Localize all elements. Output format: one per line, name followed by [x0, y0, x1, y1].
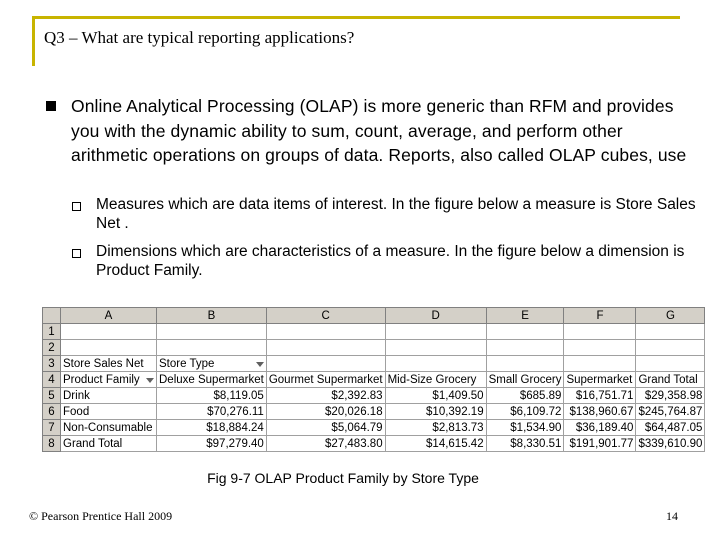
cell[interactable]: [385, 324, 486, 340]
table-row: [43, 356, 705, 372]
cell[interactable]: [61, 324, 157, 340]
table-row: [43, 388, 705, 404]
cell[interactable]: [61, 340, 157, 356]
value-cell[interactable]: $5,064.79: [266, 420, 385, 436]
slide-title: Q3 – What are typical reporting applications?: [44, 28, 355, 47]
cell[interactable]: [385, 340, 486, 356]
family-cell[interactable]: Food: [61, 404, 157, 420]
value-cell[interactable]: $2,813.73: [385, 420, 486, 436]
value-cell[interactable]: $6,109.72: [486, 404, 564, 420]
bullet-square-icon: [46, 101, 56, 111]
table-row: [43, 420, 705, 436]
cell[interactable]: [636, 324, 705, 340]
table-row: [43, 324, 705, 340]
store-type-header-cell[interactable]: Grand Total: [636, 372, 705, 388]
dropdown-arrow-icon[interactable]: [146, 378, 154, 383]
table-row: [43, 340, 705, 356]
column-header-d[interactable]: D: [385, 308, 486, 324]
value-cell[interactable]: $27,483.80: [266, 436, 385, 452]
value-cell[interactable]: $339,610.90: [636, 436, 705, 452]
value-cell[interactable]: $2,392.83: [266, 388, 385, 404]
store-type-label: Store Type: [159, 357, 215, 370]
store-type-field-cell[interactable]: [157, 356, 267, 372]
product-family-label: Product Family: [63, 373, 140, 386]
cell[interactable]: [157, 324, 267, 340]
column-header-e[interactable]: E: [486, 308, 564, 324]
row-header-2[interactable]: 2: [43, 340, 61, 356]
store-type-header-cell[interactable]: Deluxe Supermarket: [157, 372, 267, 388]
family-cell[interactable]: Grand Total: [61, 436, 157, 452]
row-header-8[interactable]: 8: [43, 436, 61, 452]
value-cell[interactable]: $18,884.24: [157, 420, 267, 436]
column-header-g[interactable]: G: [636, 308, 705, 324]
family-cell[interactable]: Drink: [61, 388, 157, 404]
value-cell[interactable]: $70,276.11: [157, 404, 267, 420]
value-cell[interactable]: $245,764.87: [636, 404, 705, 420]
table-row: [43, 404, 705, 420]
value-cell[interactable]: $1,409.50: [385, 388, 486, 404]
value-cell[interactable]: $8,119.05: [157, 388, 267, 404]
page-number: 14: [666, 509, 678, 523]
value-cell[interactable]: $10,392.19: [385, 404, 486, 420]
cell[interactable]: [564, 356, 636, 372]
table-row: [43, 372, 705, 388]
row-header-7[interactable]: 7: [43, 420, 61, 436]
store-type-header-cell[interactable]: Small Grocery: [486, 372, 564, 388]
figure-caption: Fig 9-7 OLAP Product Family by Store Type: [207, 470, 479, 486]
cell[interactable]: [266, 340, 385, 356]
row-header-4[interactable]: 4: [43, 372, 61, 388]
cell[interactable]: [486, 340, 564, 356]
value-cell[interactable]: $191,901.77: [564, 436, 636, 452]
sub-bullet-hollow-square-icon: [72, 202, 81, 211]
olap-spreadsheet: [42, 307, 705, 452]
corner-cell[interactable]: [43, 308, 61, 324]
cell[interactable]: [564, 324, 636, 340]
cell[interactable]: [636, 356, 705, 372]
row-header-3[interactable]: 3: [43, 356, 61, 372]
table-row: [43, 436, 705, 452]
value-cell[interactable]: $138,960.67: [564, 404, 636, 420]
title-frame-top-bar: [32, 16, 680, 19]
column-header-row: [43, 308, 705, 324]
title-frame-left-bar: [32, 16, 35, 66]
value-cell[interactable]: $8,330.51: [486, 436, 564, 452]
store-type-header-cell[interactable]: Mid-Size Grocery: [385, 372, 486, 388]
sub-bullet-hollow-square-icon: [72, 249, 81, 258]
cell[interactable]: [636, 340, 705, 356]
column-header-f[interactable]: F: [564, 308, 636, 324]
row-header-6[interactable]: 6: [43, 404, 61, 420]
cell[interactable]: [385, 356, 486, 372]
cell[interactable]: [564, 340, 636, 356]
value-cell[interactable]: $97,279.40: [157, 436, 267, 452]
main-bullet-text: Online Analytical Processing (OLAP) is more generic than RFM and provides you with the dynamic ability to sum, count, average, and perform other arithmetic operations on groups of data. Reports, also called OLAP cubes, use: [71, 96, 687, 165]
footer-copyright: © Pearson Prentice Hall 2009: [29, 509, 173, 523]
row-header-5[interactable]: 5: [43, 388, 61, 404]
column-header-a[interactable]: A: [61, 308, 157, 324]
cell[interactable]: [266, 324, 385, 340]
product-family-field-cell[interactable]: [61, 372, 157, 388]
sub-bullet-text-dimensions: Dimensions which are characteristics of a measure. In the figure below a dimension is Product Family.: [96, 243, 685, 279]
value-cell[interactable]: $36,189.40: [564, 420, 636, 436]
sub-bullet-text-measures: Measures which are data items of interest. In the figure below a measure is Store Sales Net .: [96, 196, 696, 232]
column-header-b[interactable]: B: [157, 308, 267, 324]
value-cell[interactable]: $29,358.98: [636, 388, 705, 404]
cell[interactable]: [486, 324, 564, 340]
value-cell[interactable]: $64,487.05: [636, 420, 705, 436]
cell[interactable]: [157, 340, 267, 356]
value-cell[interactable]: $16,751.71: [564, 388, 636, 404]
family-cell[interactable]: Non-Consumable: [61, 420, 157, 436]
value-cell[interactable]: $685.89: [486, 388, 564, 404]
dropdown-arrow-icon[interactable]: [256, 362, 264, 367]
store-type-header-cell[interactable]: Gourmet Supermarket: [266, 372, 385, 388]
store-type-header-cell[interactable]: Supermarket: [564, 372, 636, 388]
value-cell[interactable]: $14,615.42: [385, 436, 486, 452]
row-header-1[interactable]: 1: [43, 324, 61, 340]
cell[interactable]: [266, 356, 385, 372]
value-cell[interactable]: $1,534.90: [486, 420, 564, 436]
column-header-c[interactable]: C: [266, 308, 385, 324]
value-cell[interactable]: $20,026.18: [266, 404, 385, 420]
measure-label-cell[interactable]: Store Sales Net: [61, 356, 157, 372]
cell[interactable]: [486, 356, 564, 372]
